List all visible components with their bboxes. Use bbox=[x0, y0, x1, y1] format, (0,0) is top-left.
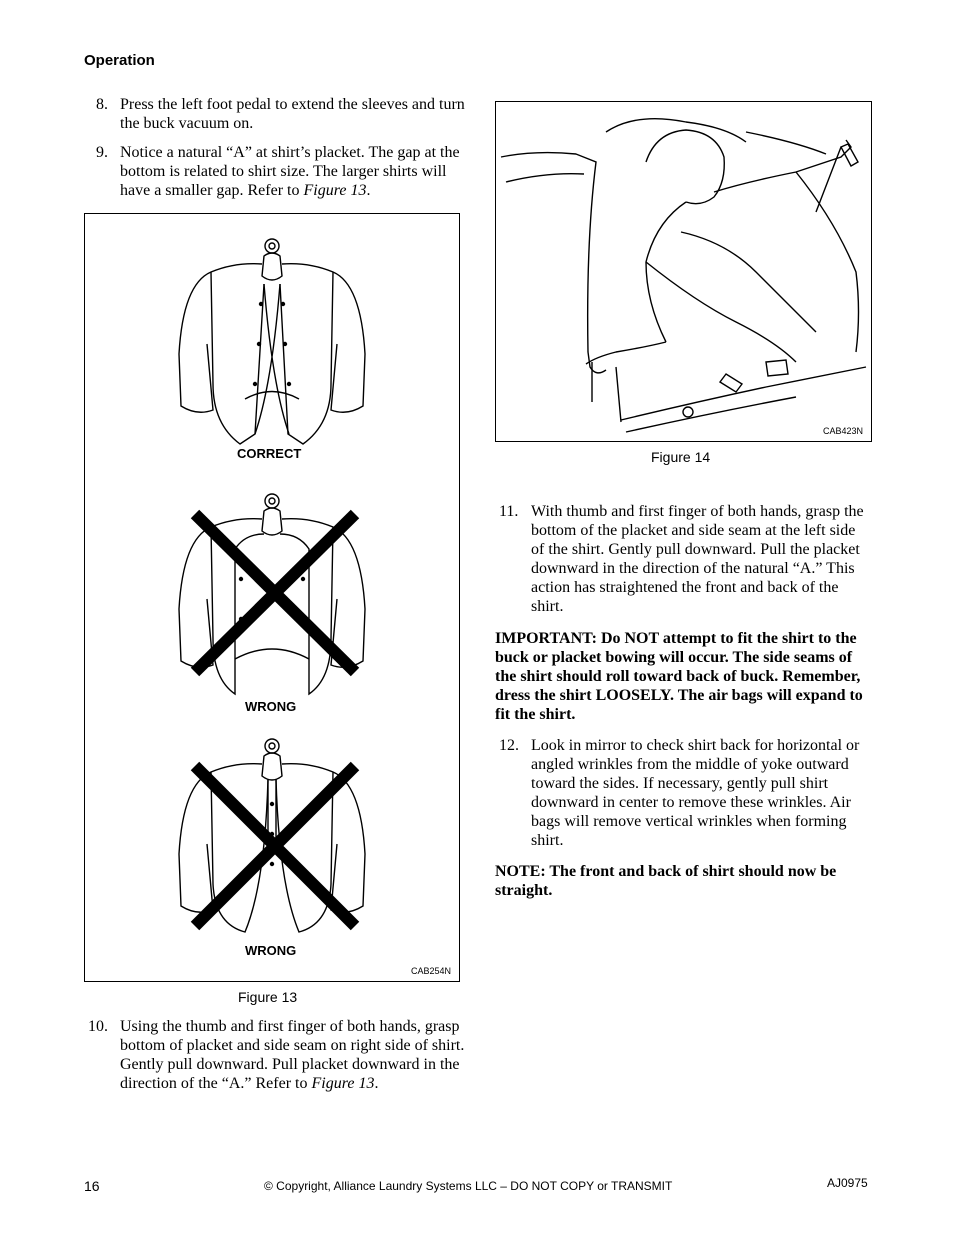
wrong-cross-mark-1 bbox=[195, 514, 355, 672]
shirt-diagrams bbox=[85, 214, 461, 983]
step-number: 8. bbox=[96, 96, 108, 113]
step-number: 10. bbox=[88, 1018, 108, 1035]
figure-13-frame bbox=[84, 213, 460, 982]
important-notice: IMPORTANT: Do NOT attempt to fit the shirt to the buck or placket bowing will occur. The side seams of the shirt should roll toward back of buck. Remember, dress the shirt LOOSELY. The air bags will expand to fit the shirt. bbox=[495, 630, 863, 723]
figure-reference: Figure 13 bbox=[311, 1075, 375, 1092]
step-number: 11. bbox=[499, 503, 519, 520]
step-number: 12. bbox=[499, 737, 519, 754]
document-id: AJ0975 bbox=[827, 1176, 868, 1190]
wrong-label: WRONG bbox=[245, 699, 297, 714]
step-10 bbox=[88, 1017, 466, 1117]
note: NOTE: The front and back of shirt should now be straight. bbox=[495, 863, 837, 899]
copyright-notice: © Copyright, Alliance Laundry Systems LLC – DO NOT COPY or TRANSMIT bbox=[264, 1179, 673, 1193]
figure-13-caption: Figure 13 bbox=[238, 989, 298, 1005]
figure-reference: Figure 13 bbox=[303, 182, 367, 199]
step-text: Using the thumb and first finger of both hands, grasp bottom of placket and side seam on right side of shirt. Gently pull downward. Pull placket downward in the direction of the “A.” Refer to Figure 13. bbox=[120, 1018, 465, 1092]
figure-code: CAB423N bbox=[823, 426, 864, 436]
step-text: With thumb and first finger of both hands, grasp the bottom of the placket and side seam at the left side of the shirt. Gently pull downward. Pull the placket downward in the direction of the natural “A.” This action has straightened the front and back of the shirt. bbox=[531, 503, 864, 615]
figure-14-frame bbox=[495, 101, 872, 442]
wrong-label: WRONG bbox=[245, 943, 297, 958]
correct-shirt-illustration bbox=[179, 239, 365, 444]
step-11 bbox=[499, 502, 871, 622]
figure-14-caption: Figure 14 bbox=[651, 449, 711, 465]
section-header: Operation bbox=[84, 52, 155, 69]
step-number: 9. bbox=[96, 144, 108, 161]
correct-label: CORRECT bbox=[237, 446, 302, 461]
step-text: Look in mirror to check shirt back for horizontal or angled wrinkles from the middle of yoke outward toward the sides. If necessary, gently pull shirt downward in center to remove these wrinkles. Air bags will remove vertical wrinkles when forming shirt. bbox=[531, 737, 860, 849]
step-12 bbox=[499, 736, 871, 856]
figure-code: CAB254N bbox=[411, 966, 452, 976]
operator-photo-illustration bbox=[496, 102, 873, 443]
step-text: Notice a natural “A” at shirt’s placket. The gap at the bottom is related to shirt size. The larger shirts will have a smaller gap. Refer to Figure 13. bbox=[120, 144, 460, 199]
step-9 bbox=[96, 143, 466, 203]
page-number: 16 bbox=[84, 1178, 100, 1194]
step-text: Press the left foot pedal to extend the sleeves and turn the buck vacuum on. bbox=[120, 96, 465, 132]
step-8 bbox=[96, 95, 466, 135]
